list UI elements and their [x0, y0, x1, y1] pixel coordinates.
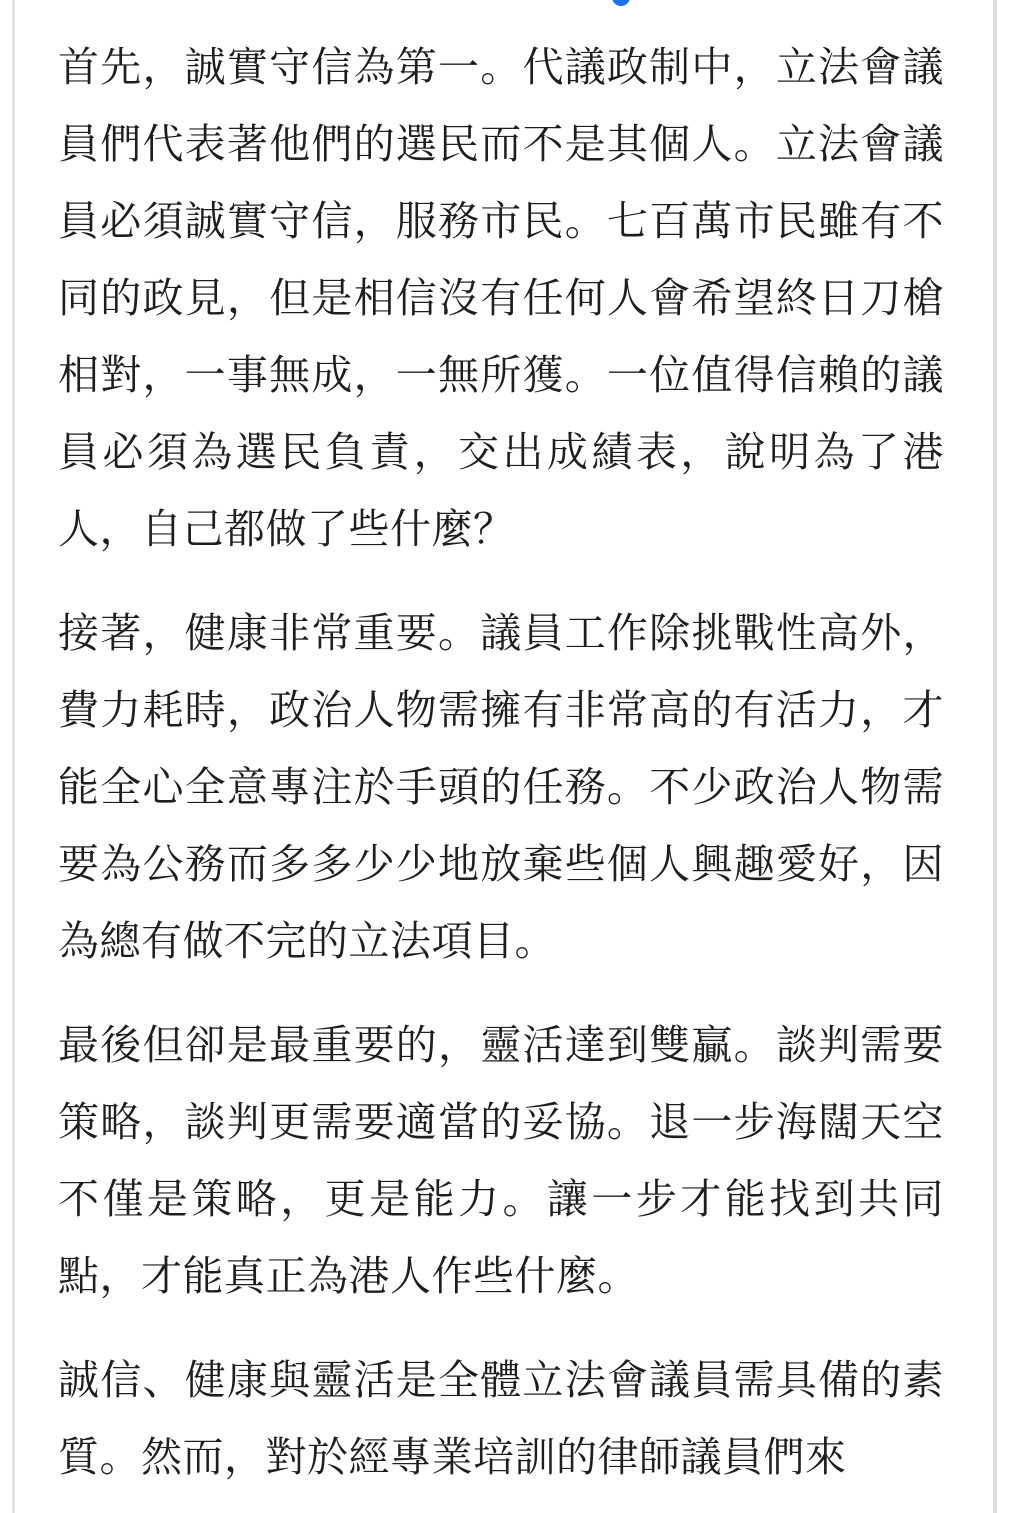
left-border	[12, 0, 15, 1513]
article-paragraph-health: 接著，健康非常重要。議員工作除挑戰性高外，費力耗時，政治人物需擁有非常高的有活力，才能全心全意專注於手頭的任務。不少政治人物需要為公務而多多少少地放棄些個人興趣愛好，因為總有做不完的立法項目。	[58, 609, 944, 965]
article-paragraph-integrity: 首先，誠實守信為第一。代議政制中，立法會議員們代表著他們的選民而不是其個人。立法會議員必須誠實守信，服務市民。七百萬市民雖有不同的政見，但是相信沒有任何人會希望終日刀槍相對，一事無成，一無所獲。一位值得信賴的議員必須為選民負責，交出成績表，說明為了港人，自己都做了些什麼？	[58, 43, 944, 553]
article-paragraph-summary: 誠信、健康與靈活是全體立法會議員需具備的素質。然而，對於經專業培訓的律師議員們來	[58, 1356, 944, 1481]
article-paragraph-flexibility: 最後但卻是最重要的，靈活達到雙贏。談判需要策略，談判更需要適當的妥協。退一步海闊天空不僅是策略，更是能力。讓一步才能找到共同點，才能真正為港人作些什麼。	[58, 1021, 944, 1300]
article-body	[58, 29, 944, 1513]
right-border	[993, 0, 997, 1513]
top-accent-mark	[612, 0, 630, 6]
